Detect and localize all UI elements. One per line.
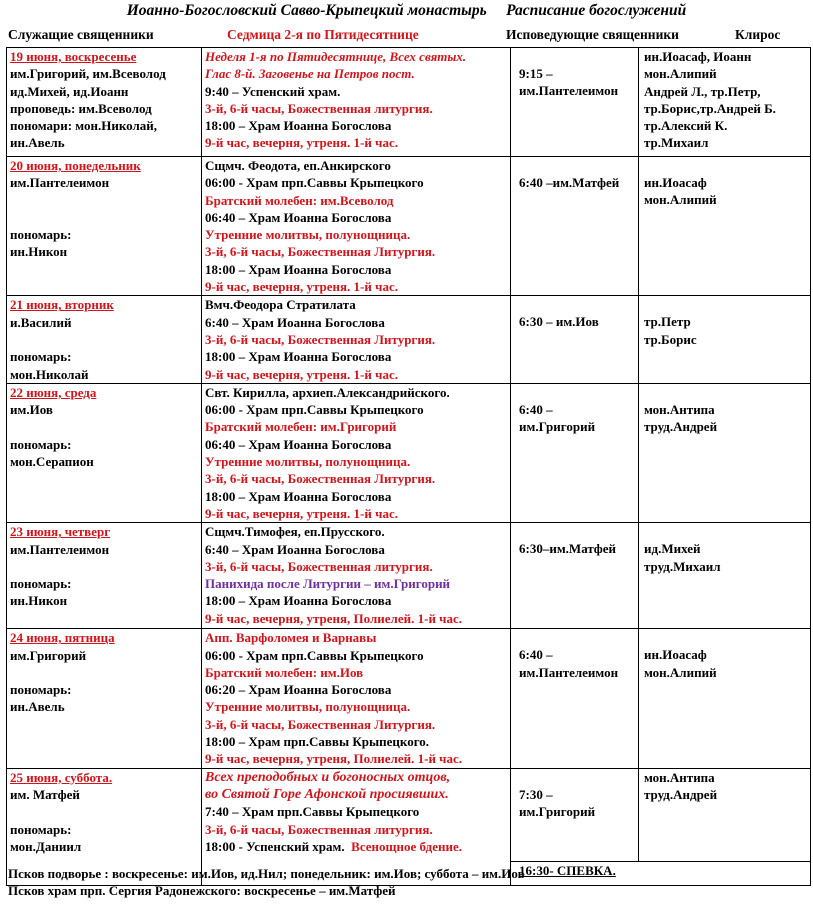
service-line: Глас 8-й. Заговенье на Петров пост.: [205, 66, 415, 82]
schedule-table: [6, 47, 811, 886]
day-date: 25 июня, суббота.: [10, 769, 113, 785]
confessor-line: 6:30–им.Матфей: [519, 541, 616, 557]
service-time: 18:00 - Успенский храм.: [205, 838, 352, 854]
column-header-confessors: Исповедующие священники: [506, 27, 679, 42]
choir-cell: [639, 768, 811, 861]
service-line: 9-й час, вечерня, утреня, Полиелей. 1-й час.: [205, 610, 463, 626]
service-line: 9-й час, вечерня, утреня, Полиелей. 1-й час.: [205, 751, 463, 767]
priest-line: ин.Авель: [10, 135, 65, 151]
service-line: Панихида после Литургии – им.Григорий: [205, 576, 451, 592]
service-line: 9-й час, вечерня, утреня. 1-й час.: [205, 505, 398, 521]
priest-line: им.Иов: [10, 402, 53, 418]
priest-line: мон.Даниил: [10, 838, 82, 854]
priests-cell: [7, 629, 202, 768]
choir-line: тр.Михаил: [644, 135, 709, 151]
priest-line: пономарь:: [10, 227, 72, 243]
confession-cell: [511, 383, 639, 522]
confessor-line: им.Пантелеимон: [519, 664, 619, 680]
service-line: 18:00 – Храм Иоанна Богослова: [205, 118, 392, 134]
choir-line: ид.Михей: [644, 541, 701, 557]
confession-cell: [511, 629, 639, 768]
priest-line: и.Василий: [10, 314, 72, 330]
service-line: Утренние молитвы, полунощница.: [205, 454, 411, 470]
priest-line: им. Матфей: [10, 786, 80, 802]
service-line: Вмч.Феодора Стратилата: [205, 297, 356, 313]
priests-cell: [7, 48, 202, 157]
services-cell: [202, 383, 511, 522]
priest-line: мон.Николай: [10, 366, 89, 382]
service-line: 18:00 – Храм прп.Саввы Крыпецкого.: [205, 734, 430, 750]
confession-cell: [511, 157, 639, 296]
day-row: [7, 157, 811, 296]
day-row: [7, 629, 811, 768]
service-line: 18:00 – Храм Иоанна Богослова: [205, 349, 392, 365]
spacer: [10, 803, 201, 820]
service-line: 06:00 - Храм прп.Саввы Крыпецкого: [205, 175, 424, 191]
service-line: 3-й, 6-й часы, Божественная Литургия.: [205, 716, 436, 732]
confession-cell: [511, 48, 639, 157]
confessor-line: 6:40 –: [519, 647, 553, 663]
priest-line: пономари: мон.Николай,: [10, 118, 158, 134]
choir-cell: [639, 629, 811, 768]
day-date: 21 июня, вторник: [10, 297, 114, 313]
day-row: [7, 383, 811, 522]
column-header-choir: Клирос: [735, 27, 781, 42]
priest-line: пономарь:: [10, 436, 72, 452]
service-line: Утренние молитвы, полунощница.: [205, 227, 411, 243]
rehearsal-text: 16:30- СПЕВКА.: [519, 862, 616, 878]
confessor-line: им.Григорий: [519, 803, 596, 819]
priest-line: ид.Михей, ид.Иоанн: [10, 83, 129, 99]
day-date: 23 июня, четверг: [10, 524, 111, 540]
spacer: [10, 192, 201, 209]
choir-line: тр.Алексий К.: [644, 118, 728, 134]
confession-cell: [511, 768, 639, 861]
day-row: [7, 523, 811, 629]
choir-line: ин.Иоасаф: [644, 647, 707, 663]
choir-line: труд.Андрей: [644, 419, 718, 435]
service-line: 9:40 – Успенский храм.: [205, 83, 341, 99]
service-line: 9-й час, вечерня, утреня. 1-й час.: [205, 366, 398, 382]
choir-line: Андрей Л., тр.Петр,: [644, 83, 761, 99]
priests-cell: [7, 523, 202, 629]
priest-line: им.Григорий, им.Всеволод: [10, 66, 166, 82]
services-cell: [202, 48, 511, 157]
priest-line: ин.Никон: [10, 244, 68, 260]
service-line: 3-й, 6-й часы, Божественная Литургия.: [205, 331, 436, 347]
choir-line: мон.Алипий: [644, 66, 717, 82]
priests-cell: [7, 383, 202, 522]
choir-line: тр.Борис,тр.Андрей Б.: [644, 100, 776, 116]
confessor-line: 7:30 –: [519, 786, 553, 802]
choir-cell: [639, 383, 811, 522]
priest-line: им.Григорий: [10, 647, 87, 663]
day-date: 20 июня, понедельник: [10, 158, 141, 173]
service-line: 6:40 – Храм Иоанна Богослова: [205, 541, 385, 557]
service-line: 06:00 - Храм прп.Саввы Крыпецкого: [205, 402, 424, 418]
choir-line: ин.Иоасаф, Иоанн: [644, 49, 752, 64]
service-line: Апп. Варфоломея и Варнавы: [205, 630, 377, 646]
service-line: 3-й, 6-й часы, Божественная Литургия.: [205, 471, 436, 487]
service-line: 18:00 – Храм Иоанна Богослова: [205, 593, 392, 609]
confession-cell: [511, 523, 639, 629]
choir-line: мон.Антипа: [644, 401, 715, 417]
service-line: во Святой Горе Афонской просиявших.: [205, 786, 449, 802]
day-date: 24 июня, пятница: [10, 630, 115, 646]
service-line: 3-й, 6-й часы, Божественная литургия.: [205, 821, 433, 837]
confessor-line: 6:40 –: [519, 401, 553, 417]
priest-line: ин.Никон: [10, 593, 68, 609]
footer-line-1: Псков подворье : воскресенье: им.Иов, ид.Нил; понедельник: им.Иов; суббота – им.Иов: [8, 866, 525, 881]
priests-cell: [7, 157, 202, 296]
priest-line: мон.Серапион: [10, 454, 94, 470]
service-line: Братский молебен: им.Григорий: [205, 419, 397, 435]
choir-line: мон.Антипа: [644, 769, 715, 785]
confessor-line: им.Пантелеимон: [519, 83, 619, 99]
confessor-line: 6:40 –им.Матфей: [519, 175, 620, 190]
service-line: Всех преподобных и богоносных отцов,: [205, 769, 451, 785]
priest-line: проповедь: им.Всеволод: [10, 100, 152, 116]
footer-line-2: Псков храм прп. Сергия Радонежского: воскресенье – им.Матфей: [8, 883, 396, 898]
service-line: Сщмч. Феодота, еп.Анкирского: [205, 158, 391, 173]
service-line: Братский молебен: им.Всеволод: [205, 192, 394, 208]
service-line: 06:20 – Храм Иоанна Богослова: [205, 682, 392, 698]
service-line: 6:40 – Храм Иоанна Богослова: [205, 314, 385, 330]
priest-line: пономарь:: [10, 682, 72, 698]
choir-line: труд.Андрей: [644, 786, 718, 802]
choir-line: мон.Алипий: [644, 664, 717, 680]
service-line: 06:40 – Храм Иоанна Богослова: [205, 436, 392, 452]
rehearsal-cell: [511, 861, 811, 885]
priest-line: пономарь:: [10, 576, 72, 592]
service-line: 9-й час, вечерня, утреня. 1-й час.: [205, 279, 398, 295]
service-line: [205, 838, 510, 855]
service-line: 06:00 - Храм прп.Саввы Крыпецкого: [205, 647, 424, 663]
confessor-line: 9:15 –: [519, 66, 553, 81]
day-date: 19 июня, воскресенье: [10, 49, 137, 64]
spacer: [10, 664, 201, 681]
service-line: Сщмч.Тимофея, еп.Прусского.: [205, 524, 385, 540]
column-header-priests: Служащие священники: [8, 27, 154, 42]
service-line: 3-й, 6-й часы, Божественная Литургия.: [205, 244, 436, 260]
priest-line: пономарь:: [10, 349, 72, 365]
day-row: [7, 48, 811, 157]
page-title: Иоанно-Богословский Савво-Крыпецкий монастырь Расписание богослужений: [126, 2, 687, 19]
service-name: Всенощное бдение.: [351, 838, 463, 854]
service-line: 18:00 – Храм Иоанна Богослова: [205, 261, 392, 277]
priest-line: им.Пантелеимон: [10, 541, 110, 557]
confessor-line: им.Григорий: [519, 419, 596, 435]
service-line: 9-й час, вечерня, утреня. 1-й час.: [205, 135, 398, 151]
choir-cell: [639, 296, 811, 383]
spacer: [10, 331, 201, 348]
priest-line: пономарь:: [10, 821, 72, 837]
choir-cell: [639, 48, 811, 157]
choir-cell: [639, 157, 811, 296]
day-date: 22 июня, среда: [10, 384, 97, 400]
choir-line: труд.Михаил: [644, 558, 721, 574]
priests-cell: [7, 296, 202, 383]
services-cell: [202, 296, 511, 383]
choir-cell: [639, 523, 811, 629]
services-cell: [202, 523, 511, 629]
spacer: [10, 558, 201, 575]
priest-line: ин.Авель: [10, 699, 65, 715]
choir-line: ин.Иоасаф: [644, 175, 707, 190]
confession-cell: [511, 296, 639, 383]
column-header-week: Седмица 2-я по Пятидесятнице: [227, 27, 419, 42]
choir-line: тр.Петр: [644, 314, 691, 330]
choir-line: мон.Алипий: [644, 192, 717, 208]
confessor-line: 6:30 – им.Иов: [519, 314, 599, 330]
services-cell: [202, 629, 511, 768]
service-line: 7:40 – Храм прп.Саввы Крыпецкого: [205, 804, 420, 820]
day-row: [7, 768, 811, 861]
service-line: Неделя 1-я по Пятидесятнице, Всех святых.: [205, 49, 467, 64]
services-cell: [202, 157, 511, 296]
priest-line: им.Пантелеимон: [10, 175, 110, 191]
service-line: 3-й, 6-й часы, Божественная литургия.: [205, 558, 433, 574]
choir-line: тр.Борис: [644, 331, 697, 347]
service-line: Утренние молитвы, полунощница.: [205, 699, 411, 715]
service-line: Братский молебен: им.Иов: [205, 664, 364, 680]
service-line: 3-й, 6-й часы, Божественная литургия.: [205, 100, 433, 116]
spacer: [10, 209, 201, 226]
spacer: [10, 418, 201, 435]
service-line: 06:40 – Храм Иоанна Богослова: [205, 209, 392, 225]
service-line: 18:00 – Храм Иоанна Богослова: [205, 488, 392, 504]
service-line: Свт. Кирилла, архиеп.Александрийского.: [205, 384, 450, 400]
day-row: [7, 296, 811, 383]
